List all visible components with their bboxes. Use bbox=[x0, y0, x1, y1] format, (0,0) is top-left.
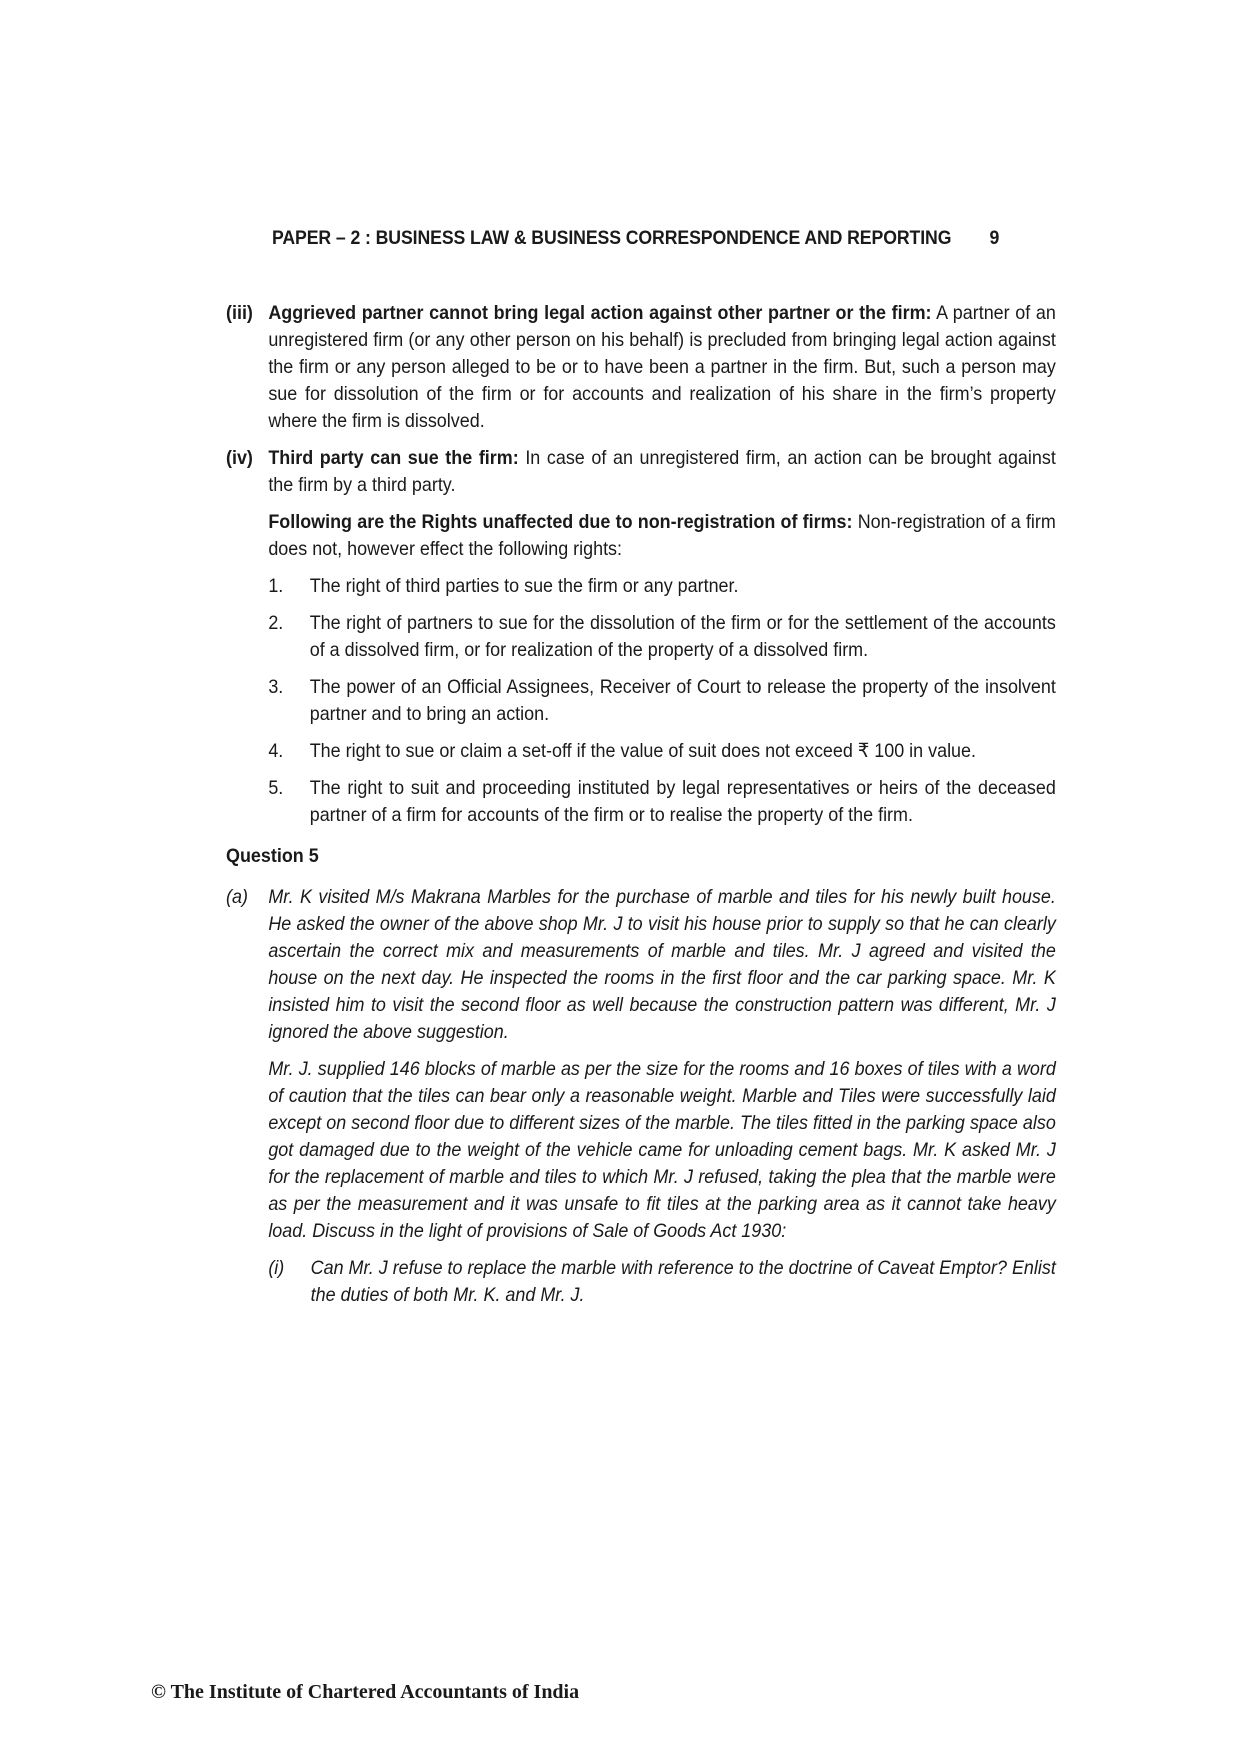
list-marker: 3. bbox=[268, 676, 284, 698]
subpart-marker: (i) bbox=[268, 1257, 285, 1279]
rights-intro-text: Non-registration of a firm does not, however effect the following rights: bbox=[268, 511, 1056, 560]
rights-intro-heading: Following are the Rights unaffected due to non-registration of firms: bbox=[268, 511, 853, 533]
point-iv bbox=[226, 445, 1056, 499]
point-text: In case of an unregistered firm, an action can be brought against the firm by a third party. bbox=[268, 447, 1056, 496]
list-item bbox=[226, 573, 1056, 600]
question-title: Question 5 bbox=[226, 845, 319, 867]
subpart-text: Can Mr. J refuse to replace the marble with reference to the doctrine of Caveat Emptor? Enlist the duties of both Mr. K. and Mr. J. bbox=[310, 1257, 1056, 1306]
list-item-text: The right to suit and proceeding instituted by legal representatives or heirs of the deceased partner of a firm for accounts of the firm or to realise the property of the firm. bbox=[309, 777, 1056, 826]
copyright-footer: © The Institute of Chartered Accountants of India bbox=[151, 1681, 580, 1703]
point-marker: (iii) bbox=[226, 302, 253, 324]
list-marker: 1. bbox=[268, 575, 284, 597]
list-marker: 4. bbox=[268, 740, 284, 762]
page-body bbox=[226, 300, 1056, 1319]
point-heading: Aggrieved partner cannot bring legal action against other partner or the firm: bbox=[268, 302, 932, 324]
page-header bbox=[272, 228, 999, 254]
point-text: A partner of an unregistered firm (or any other person on his behalf) is precluded from bringing legal action against the firm or any person alleged to be or to have been a partner in the firm. But, such a person may sue for dissolution of the firm or for accounts and realization of his share in the firm’s property where the firm is dissolved. bbox=[268, 302, 1056, 432]
point-iii bbox=[226, 300, 1056, 435]
paper-title: PAPER – 2 : BUSINESS LAW & BUSINESS CORRESPONDENCE AND REPORTING bbox=[272, 228, 952, 249]
list-item-text: The power of an Official Assignees, Receiver of Court to release the property of the insolvent partner and to bring an action. bbox=[309, 676, 1056, 725]
list-item bbox=[226, 674, 1056, 728]
question-paragraph-1: Mr. K visited M/s Makrana Marbles for the purchase of marble and tiles for his newly built house. He asked the owner of the above shop Mr. J to visit his house prior to supply so that he can clearly ascertain the correct mix and measurements of marble and tiles. Mr. J agreed and visited the house on the next day. He inspected the rooms in the first floor and the car parking space. Mr. K insisted him to visit the second floor as well because the construction pattern was different, Mr. J ignored the above suggestion. bbox=[268, 886, 1056, 1043]
list-item-text: The right of partners to sue for the dissolution of the firm or for the settlement of the accounts of a dissolved firm, or for realization of the property of a dissolved firm. bbox=[309, 612, 1056, 661]
point-marker: (iv) bbox=[226, 447, 253, 469]
question-part-a bbox=[226, 884, 1056, 1046]
list-item-text: The right of third parties to sue the firm or any partner. bbox=[309, 575, 739, 597]
list-item bbox=[226, 610, 1056, 664]
part-marker: (a) bbox=[226, 886, 248, 908]
list-marker: 2. bbox=[268, 612, 284, 634]
rights-intro bbox=[226, 509, 1056, 563]
question-paragraph-2: Mr. J. supplied 146 blocks of marble as per the size for the rooms and 16 boxes of tiles with a word of caution that the tiles can bear only a reasonable weight. Marble and Tiles were successfully laid except on second floor due to different sizes of the marble. The tiles fitted in the parking space also got damaged due to the weight of the vehicle came for unloading cement bags. Mr. K asked Mr. J for the replacement of marble and tiles to which Mr. J refused, taking the plea that the marble were as per the measurement and it was unsafe to fit tiles at the parking area as it cannot take heavy load. Discuss in the light of provisions of Sale of Goods Act 1930: bbox=[268, 1058, 1056, 1242]
page-number: 9 bbox=[989, 228, 1000, 249]
question-subpart-i bbox=[226, 1255, 1056, 1309]
list-item bbox=[226, 775, 1056, 829]
list-item-text: The right to sue or claim a set-off if the value of suit does not exceed ₹ 100 in value. bbox=[309, 740, 977, 762]
point-heading: Third party can sue the firm: bbox=[268, 447, 519, 469]
list-marker: 5. bbox=[268, 777, 284, 799]
list-item bbox=[226, 738, 1056, 765]
